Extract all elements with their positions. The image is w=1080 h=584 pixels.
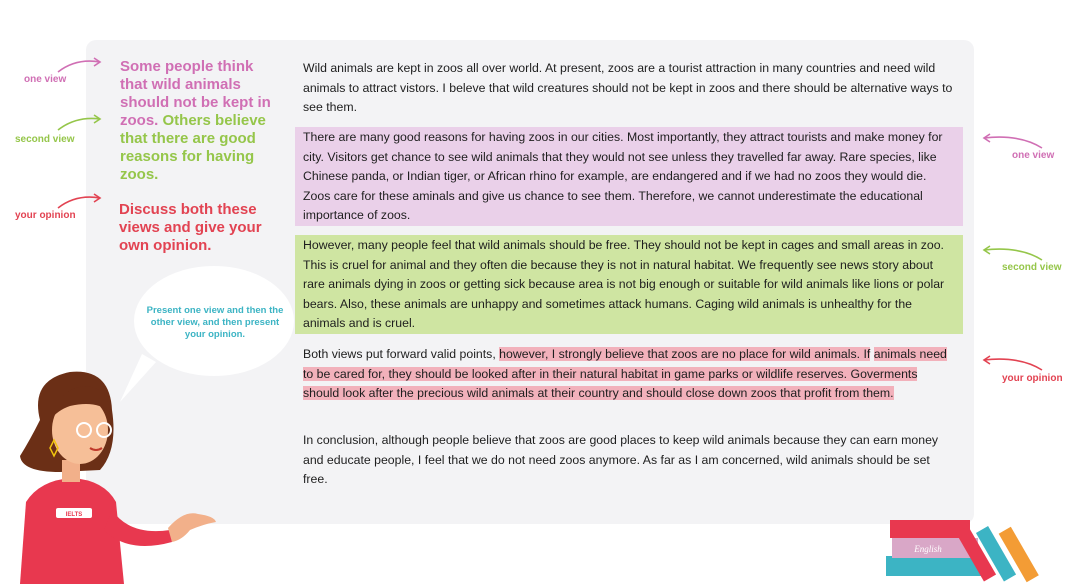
right-label-your-opinion: your opinion [1002, 373, 1063, 384]
left-label-one-view: one view [24, 74, 67, 85]
opinion-intro: Both views put forward valid points, [303, 347, 496, 361]
books-illustration [880, 508, 1060, 584]
ielts-badge: IELTS [65, 512, 83, 518]
right-label-second-view: second view [1002, 262, 1062, 273]
book-title: English [914, 544, 942, 554]
task-prompt [120, 58, 280, 184]
opinion-highlight: however, I strongly believe that zoos are no place for wild animals. If [499, 347, 871, 361]
arrow-right-icon [56, 192, 102, 210]
arrow-left-icon [980, 244, 1044, 262]
essay-opinion [295, 344, 963, 422]
essay-conclusion: In conclusion, although people believe that zoos are good places to keep wild animals because they can earn money and educate people, I feel that we do not need zoos anymore. As far as I am concerned, wild animals should be set free. [303, 433, 939, 486]
essay-introduction: Wild animals are kept in zoos all over world. At present, zoos are a tourist attraction in many countries and need wild animals to attract vistors. I beleve that wild creatures should not be kept in zoos and there should be alternative ways to see them. [303, 61, 953, 114]
arrow-right-icon [56, 56, 102, 74]
arrow-left-icon [980, 354, 1044, 372]
right-label-one-view: one view [1012, 150, 1055, 161]
arrow-left-icon [980, 132, 1044, 150]
essay-view-two: However, many people feel that wild animals should be free. They should not be kept in cages and small areas in zoo. This is cruel for animal and they often die because they is not in natural habitat. We frequently see news story about rare animals dying in zoos or getting sick because area is not big enough or suitable for wild animals like lions or polar bears. Also, these animals are unhappy and sometimes attack humans. Caging wild animals is unhealthy for the animals and is cruel. [295, 235, 963, 334]
left-label-your-opinion: your opinion [15, 210, 76, 221]
prompt-view-one: Some people think that wild animals should not be kept in zoos. [120, 58, 271, 129]
opinion-highlight-cont: animals need to be cared for, they should be looked after in their natural habitat in game parks or wildlife reserves. Goverments should look after the precious wild animals at their country and should close down zoos that profit from them. [303, 347, 947, 400]
arrow-right-icon [56, 112, 102, 132]
prompt-view-two: Others believe that there are good reasons for having zoos. [120, 112, 266, 183]
speech-bubble-text: Present one view and then the other view, and then present your opinion. [146, 305, 284, 340]
prompt-task: Discuss both these views and give your own opinion. [119, 201, 262, 254]
left-label-second-view: second view [15, 134, 75, 145]
essay-view-one: There are many good reasons for having zoos in our cities. Most importantly, they attract tourists and make money for city. Visitors get chance to see wild animals that they would not see unless they travelled far away. Rare species, like Chinese panda, or Indian tiger, or African rhino for example, are endangered and if we had no zoos they would die. Zoos care for these aminals and give us chance to see them. Therefore, we cannot underestimate the educational importance of zoos. [295, 127, 963, 226]
teacher-illustration [0, 360, 230, 584]
